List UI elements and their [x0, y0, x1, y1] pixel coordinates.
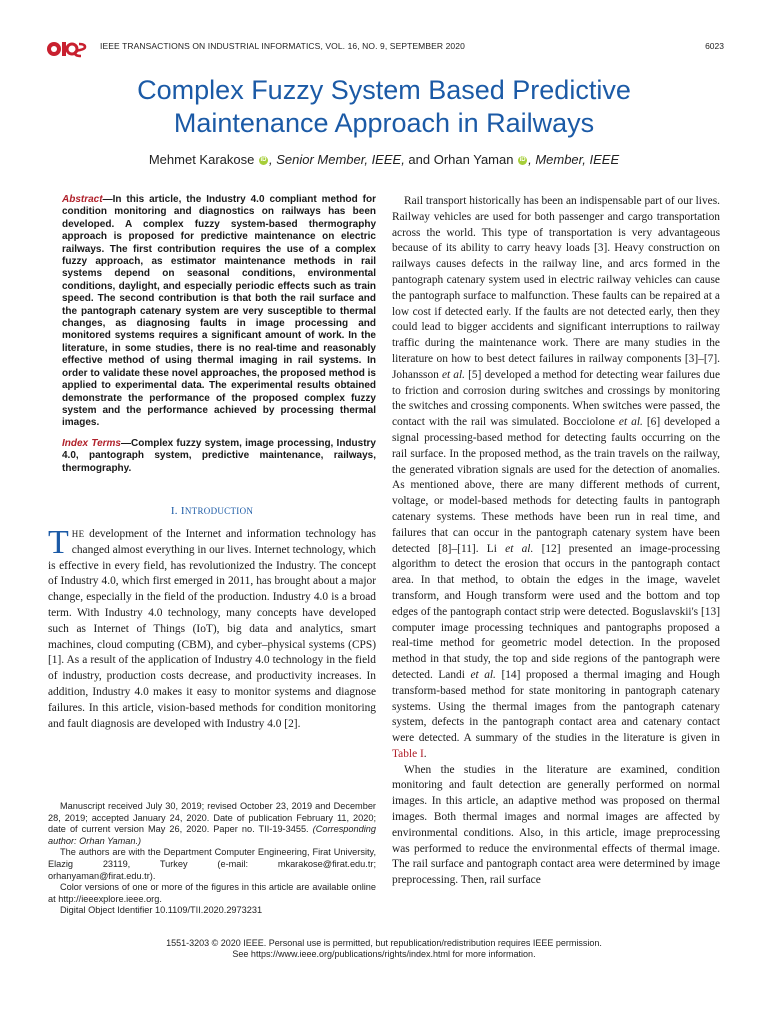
index-terms-label: Index Terms — [62, 437, 121, 449]
footnote-affiliation: The authors are with the Department Computer Engineering, Firat University, Elazig 23119, Turkey (e-mail: mkarakose@firat.edu.tr; orhanyaman@firat.edu.tr). — [48, 847, 376, 881]
footnote-color: Color versions of one or more of the figures in this article are available online at http://ieeexplore.ieee.org. — [48, 882, 376, 904]
orcid-icon[interactable]: iD — [519, 157, 526, 163]
copyright-line: 1551-3203 © 2020 IEEE. Personal use is permitted, but republication/redistribution requires IEEE permission. — [166, 938, 602, 948]
left-column — [48, 194, 376, 732]
copyright-notice — [60, 938, 708, 960]
abstract-text: —In this article, the Industry 4.0 compliant method for condition monitoring and diagnostics on railways has been developed. A complex fuzzy system-based thermography approach is proposed for predictive maintenance on electric railways. The first contribution requires the use of a complex fuzzy approach, as estimator maintenance methods in rail systems depend on seasonal conditions, environmental conditions, daylight, and especially periodic effects such as train speed. The second contribution is that both the rail surface and the pantograph catenary system are very susceptible to thermal changes, as diagnosing faults in image processing and monitored systems requires a significant amount of work. In the literature, in some studies, there is no real-time and reasonably effective method of using thermal imaging in rail systems. In order to validate these novel approaches, the proposed method is applied to experimental data. The experimental results obtained demonstrate the performance of the proposed complex fuzzy system and the performance achieved by processing thermal images. — [62, 194, 376, 429]
running-header — [46, 38, 724, 60]
body-paragraph: Rail transport historically has been an indispensable part of our lives. Railway vehicles are used for both passenger and cargo transportation across the world. This type of transportation is very advantageous because of its ability to carry heavy loads [3]. Heavy construction on railways causes defects in the railway line, and arcs formed in the pantograph catenary system used in electric railway vehicles can cause the pantograph surface to malfunction. These faults can be repaired at a low cost if detected early. If the faults are not detected early, then they could lead to bigger accidents and significant interruptions to railway traffic during the maintenance work. There are many studies in the literature on how to best detect failures in railway components [3]–[7]. Johansson et al. [5] developed a method for detecting wear failures due to friction and corrosion during switches and crossings by monitoring the switches and crossing components. When switches were passed, the contact with the rail was simulated. Bocciolone et al. [6] developed a signal processing-based method for detecting faults occurring on the rail surface. In the proposed method, as the train travels on the railway, the generated vibration signals are used for the detection of anomalies. As mentioned above, there are many different methods of current, voltage, or model-based methods for detecting faults in pantograph catenary systems. These methods have been run in real time, and failures that can occur in the pantograph catenary system have been detected [8]–[11]. Li et al. [12] presented an image-processing algorithm to detect the erosion that occurs in the pantograph contact area. In that method, to obtain the edges in the image, wavelet transform, and Hough transform were used and the bottom and top edges of the pantograph contact strip were detected. Boguslavskii's [13] computer image processing techniques and pantographs proposed a real-time method for geometric model detection. In the proposed method in that study, the top and side regions of the pantograph were detected. Landi et al. [14] proposed a thermal imaging and Hough transform-based method for state monitoring in pantograph catenary systems. Using the thermal images from the pantograph catenary system, defects in the pantograph contact area and catenary contact were detected. A summary of the studies in the literature is given in Table I. — [392, 195, 721, 760]
index-terms — [48, 438, 376, 475]
author-membership: , Member, IEEE — [528, 152, 620, 167]
page-number: 6023 — [705, 41, 724, 51]
small-caps-lead: HE — [71, 528, 85, 539]
author-name: Orhan Yaman — [433, 152, 514, 167]
introduction-text: development of the Internet and information technology has changed almost everything in our lives. Internet technology, which is effective in every field, has revolutionized the Industry. The concept of Industry 4.0, which first emerged in 2011, has brought about a major change, especially in the field of the production. Industry 4.0 is a broad term. With Industry 4.0 technology, many concepts have developed such as Internet of Things (IoT), big data and analytics, smart machines, cloud computing (CBM), and cyber–physical systems (CPS) [1]. As a result of the application of Industry 4.0 technology in the field of industry, production costs decrease, and productivity increases. In addition, Industry 4.0 makes it easy to monitor systems and diagnose failures. In this article, vision-based methods for condition monitoring and fault diagnosis are developed with Industry 4.0 [2]. — [48, 527, 376, 730]
introduction-paragraph — [48, 523, 376, 732]
abstract-label: Abstract — [62, 194, 103, 205]
drop-cap: T — [48, 523, 69, 561]
table-reference-link[interactable]: Table I — [392, 747, 424, 760]
ies-logo-icon — [46, 38, 88, 60]
footnote-received: Manuscript received July 30, 2019; revised October 23, 2019 and December 28, 2019; accepted January 24, 2020. Date of publication February 11, 2020; date of current version May 26, 2020. Paper no. TII-19-3455. (Corresponding author: Orhan Yaman.) — [48, 801, 376, 846]
right-column — [392, 194, 720, 889]
abstract — [48, 194, 376, 430]
footnotes — [48, 801, 376, 917]
paper-title: Complex Fuzzy System Based Predictive Maintenance Approach in Railways — [137, 75, 631, 138]
journal-title: IEEE TRANSACTIONS ON INDUSTRIAL INFORMATICS, VOL. 16, NO. 9, SEPTEMBER 2020 — [100, 41, 465, 51]
rights-url-line: See https://www.ieee.org/publications/rights/index.html for more information. — [232, 949, 536, 959]
footnote-doi: Digital Object Identifier 10.1109/TII.2020.2973231 — [60, 905, 263, 916]
index-terms-text: —Complex fuzzy system, image processing, Industry 4.0, pantograph system, predictive maintenance, railways, thermography. — [62, 437, 376, 474]
author-name: Mehmet Karakose — [148, 152, 255, 167]
author-line — [60, 152, 708, 167]
author-conjunction: and — [404, 152, 434, 167]
author-membership: , Senior Member, IEEE, — [268, 152, 405, 167]
section-heading: I. INTRODUCTION — [170, 504, 254, 517]
orcid-icon[interactable]: iD — [260, 157, 267, 163]
body-paragraph: When the studies in the literature are examined, condition monitoring and fault detection are generally performed on normal images. In this article, an adaptive method was proposed on thermal images. Both thermal images and normal images are affected by environmental conditions. Also, in this article, image preprocessing was performed to reduce the environmental effects of thermal image. The rail surface and pantograph contact area were determined by image preprocessing. Then, rail surface — [392, 763, 720, 887]
